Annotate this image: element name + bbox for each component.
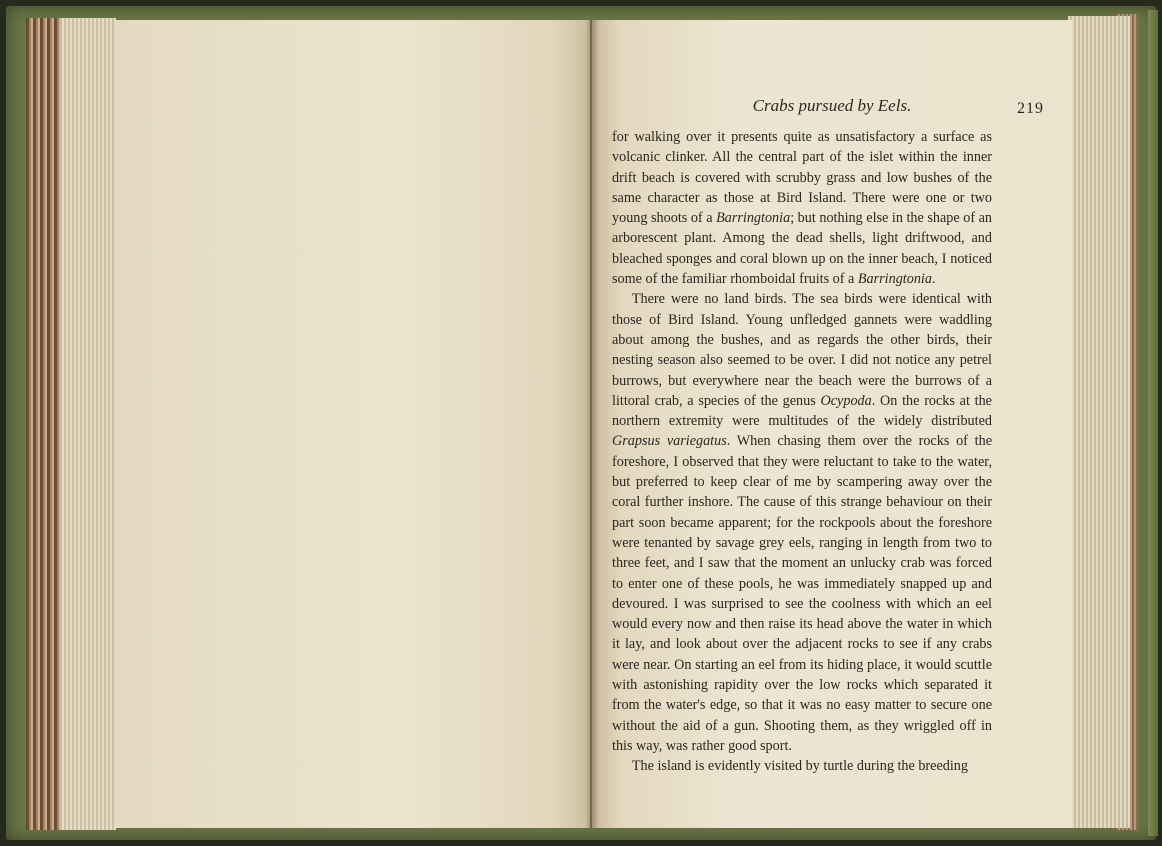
paragraph-1 (612, 127, 992, 289)
text-run: ; but nothing else in the shape of an arborescent plant. Among the dead shells, light driftwood, and bleached sponges and coral blown up on the inner beach, I noticed some of the familiar rhomboidal fruits of a (612, 210, 992, 288)
page-edges-right (1068, 16, 1130, 828)
page-number: 219 (1017, 100, 1044, 117)
running-title: Crabs pursued by Eels. (752, 96, 912, 115)
text-run: . When chasing them over the rocks of the foreshore, I observed that they were reluctant to take to the water, but preferred to keep clear of me by scampering away over the coral further inshore. The cause of this strange behaviour on their part soon became apparent; for the rockpools about the foreshore were tenanted by savage grey eels, ranging in length from two to three feet, and I saw that the moment an unlucky crab was forced to enter one of these pools, he was immediately snapped up and devoured. I was surprised to see the coolness with which an eel would every now and then raise its head above the water in which it lay, and look about over the adjacent rocks to see if any crabs were near. On starting an eel from its hiding place, it would scuttle with astonishing rapidity over the low rocks which separated it from the water's edge, so that it was no easy matter to secure one without the aid of a gun. Shooting them, as they wriggled off in this way, was rather good sport. (612, 433, 992, 754)
text-run: There were no land birds. The sea birds were identical with those of Bird Island. Young unfledged gannets were waddling about among the bushes, and as regards the other birds, their nesting season also seemed to be over. I did not notice any petrel burrows, but everywhere near the beach were the burrows of a littoral crab, a species of the genus (612, 291, 992, 409)
italic-run: Ocypoda (820, 392, 872, 409)
running-head (612, 96, 1052, 120)
italic-run: Barringtonia (716, 210, 791, 227)
cover-edge (1148, 10, 1158, 836)
italic-run: Barringtonia (857, 271, 932, 288)
page-edges-left (60, 18, 116, 830)
book-gutter (585, 20, 599, 828)
text-run: . On the rocks at the northern extremity were multitudes of the widely distributed (612, 392, 992, 430)
paragraph-2 (612, 289, 992, 756)
paragraph-3 (612, 756, 992, 776)
body-text (612, 127, 992, 777)
italic-run: Grapsus variegatus (612, 433, 727, 450)
text-run: . (931, 271, 936, 288)
left-page (114, 20, 590, 828)
text-run: The island is evidently visited by turtle during the breeding (631, 758, 968, 775)
text-run: for walking over it presents quite as unsatisfactory a surface as volcanic clinker. All the central part of the islet within the inner drift beach is covered with scrubby grass and low bushes of the same character as those at Bird Island. There were one or two young shoots of a (612, 129, 992, 227)
